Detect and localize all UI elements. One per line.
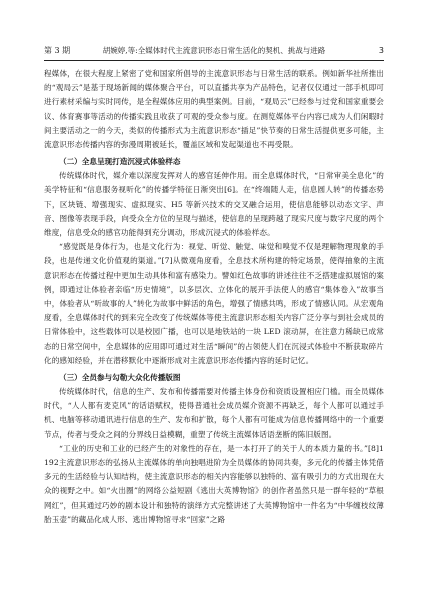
page-number: 3 xyxy=(378,46,384,55)
page-header xyxy=(44,44,384,57)
section-heading-3-title: 全员参与勾勒大众化传播版图 xyxy=(81,373,181,383)
paragraph-2: 传统媒体时代，媒介难以深度发挥对人的感官延伸作用。而全息媒体时代，“日常审美全息化”的美学特征和“信息服务视听化”的传播学特征日渐突出[6]。在“终端随人走，信息圆人转”的传播态势下，区块链、增强现实、虚拟现实、H5 等新兴技术的交叉融合运用，使信息能够以动态文字、声音、图像等表现手段，向受众全方位的呈现与描述，使信息的呈现跨越了现实尺度与数字尺度的两个维度，信息受众的感官功能得到充分调动，形成沉浸式的体验样态。 xyxy=(44,171,384,238)
paragraph-1: 程媒体，在很大程度上紧密了党和国家所倡导的主流意识形态与日常生活的联系。例如新华社所推出的“观局云”是基于现场新闻的媒体聚合平台，可以直播共享为产品特色，记者仅仅通过一部手机即可进行素材采编与实时同传，是全程媒体应用的典型案例。目前，“观局云”已经参与过党和国家重要会议、体育赛事等活动的传播实践且收获了可观的受众参与度。在测览媒体平台内容已成为人们闲暇时间主要活动之一的今天，类似的传播形式为主流意识形态“插足”快节奏的日常生活提供更多可能，主流意识形态传播内容的弥漫周期被延长，覆盖区域和发起渠道也不再受限。 xyxy=(44,69,384,150)
paragraph-5: “工业的历史和工业的已经产生的对象性的存在，是一本打开了的关于人的本质力量的书。”[8]1192主流意识形态的弘扬从主流媒体的单向独唱进阶为全员媒体的协同共奏，多元化的传播主体凭借多元的生活经验与认知结构，使主流意识形态的相关内容能够以独特的、富有吸引力的方式出现在大众的视野之中。如“火出圈”的网络公益短剧《逃出大英博物馆》的创作者虽然只是一群年轻的“草根网红”，但其通过巧妙的剧本设计和独特的演绎方式完整讲述了大英博物馆中一件名为“中华缠枝纹薄胎玉壶”的藏品化成人形、逃出博物馆寻求“回家”之路 xyxy=(44,443,384,524)
article-body xyxy=(44,67,384,527)
paragraph-4: 传统媒体时代，信息的生产、发布和传播需要对传播主体身份和资质设置相应门槛。而全员媒体时代，“人人都有麦克风”的话语赋权，使得普通社会成员媒介资源不再缺乏，每个人都可以通过手机、电脑等移动通讯进行信息的生产、发布和扩散，每个人都有可能成为信息传播网络中的一个重要节点，传者与受众之间的分界线日益模糊，重塑了传统主流媒体话语垄断的陈旧版图。 xyxy=(44,387,384,439)
section-heading-3-number: （三） xyxy=(59,373,82,383)
header-rule xyxy=(44,60,384,61)
paragraph-3: “感觉既是身体行为，也是文化行为：视觉、听觉、触觉、味觉和嗅觉不仅是理解物理现象的手段，也是传递文化价值观的渠道。”[7]从微观角度看，全息技术所构建的特定场景，使得抽象的主流意识形态在传播过程中更加生动具体和富有感染力。譬如红色故事的讲述往往不乏搭建虚拟展馆的案例，即通过让体验者亲临“历史情境”，以多层次、立体化的展开手法使人的感官“集体卷入”故事当中，体验者从“听故事的人”转化为故事中鲜活的角色，增强了情感共鸣，形成了情感认同。从宏观角度看，全息媒体时代的到来完全改变了传统媒体等使主流意识形态相关内容广泛分享与到社会成员的日常体验中，这些载体可以是校园广播，也可以是地铁站的一块 LED 滚动屏，在注意力稀缺已成常态的日常空间中，全息媒体的应用即可通过对生活“瞬间”的占领使人们在沉浸式体验中不断获取碎片化的感知经验，并在潜移默化中逐渐形成对主流意识形态传播内容的延时记忆。 xyxy=(44,242,384,365)
running-title: 胡婉婷,等:全媒体时代主流意识形态日常生活化的契机、挑战与进路 xyxy=(102,46,326,55)
section-heading-2 xyxy=(44,155,384,168)
issue-label: 第 3 期 xyxy=(44,46,71,55)
section-heading-2-title: 全息呈现打造沉浸式体验样态 xyxy=(81,157,181,167)
section-heading-2-number: （二） xyxy=(59,157,82,167)
section-heading-3 xyxy=(44,371,384,384)
